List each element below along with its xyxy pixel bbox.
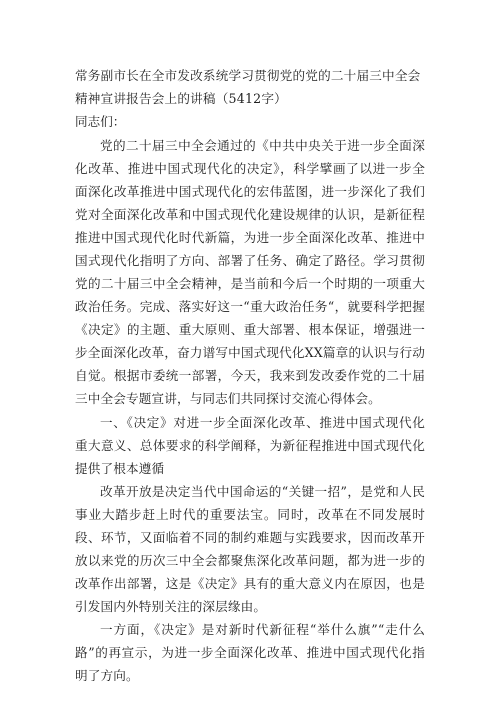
paragraph-intro: 党的二十届三中全会通过的《中共中央关于进一步全面深化改革、推进中国式现代化的决定》，科学擘画了以进一步全面深化改革推进中国式现代化的宏伟蓝图，进一步深化了我们党对全面深化改革和中国式现代化建设规律的认识，是新征程推进中国式现代化时代新篇，为进一步全面深化改革、推进中国式现代化指明了方向、部署了任务、确定了路径。学习贯彻党的二十届三中全会精神，是当前和今后一个时期的一项重大政治任务。完成、落实好这一“重大政治任务“，就要科学把握《决定》的主题、重大原则、重大部署、根本保证，增强进一步全面深化改革，奋力谱写中国式现代化XX篇章的认识与行动自觉。根据市委统一部署，今天，我来到发改委作党的二十届三中全会专题宣讲，与同志们共同探讨交流心得体会。 <box>75 138 425 406</box>
document-title: 常务副市长在全市发改系统学习贯彻党的党的二十届三中全会精神宣讲报告会上的讲稿（5412字） <box>75 68 421 106</box>
paragraph-first-aspect: 一方面，《决定》是对新时代新征程“举什么旗”“走什么路”的再宣示，为进一步全面深化改革、推进中国式现代化指明了方向。 <box>75 622 425 683</box>
salutation: 同志们： <box>75 114 126 129</box>
section-heading-one: 一、《决定》对进一步全面深化改革、推进中国式现代化重大意义、总体要求的科学阐释，为新征程推进中国式现代化提供了根本遵循 <box>75 415 425 476</box>
paragraph-reform: 改革开放是决定当代中国命运的“关键一招”，是党和人民事业大踏步赶上时代的重要法宝。同时，改革在不同发展时段、环节，又面临着不同的制约难题与实践要求，因而改革开放以来党的历次三中全会都聚焦深化改革问题，都为进一步的改革作出部署，这是《决定》具有的重大意义内在原因，也是引发国内外特别关注的深层缘由。 <box>75 484 425 614</box>
